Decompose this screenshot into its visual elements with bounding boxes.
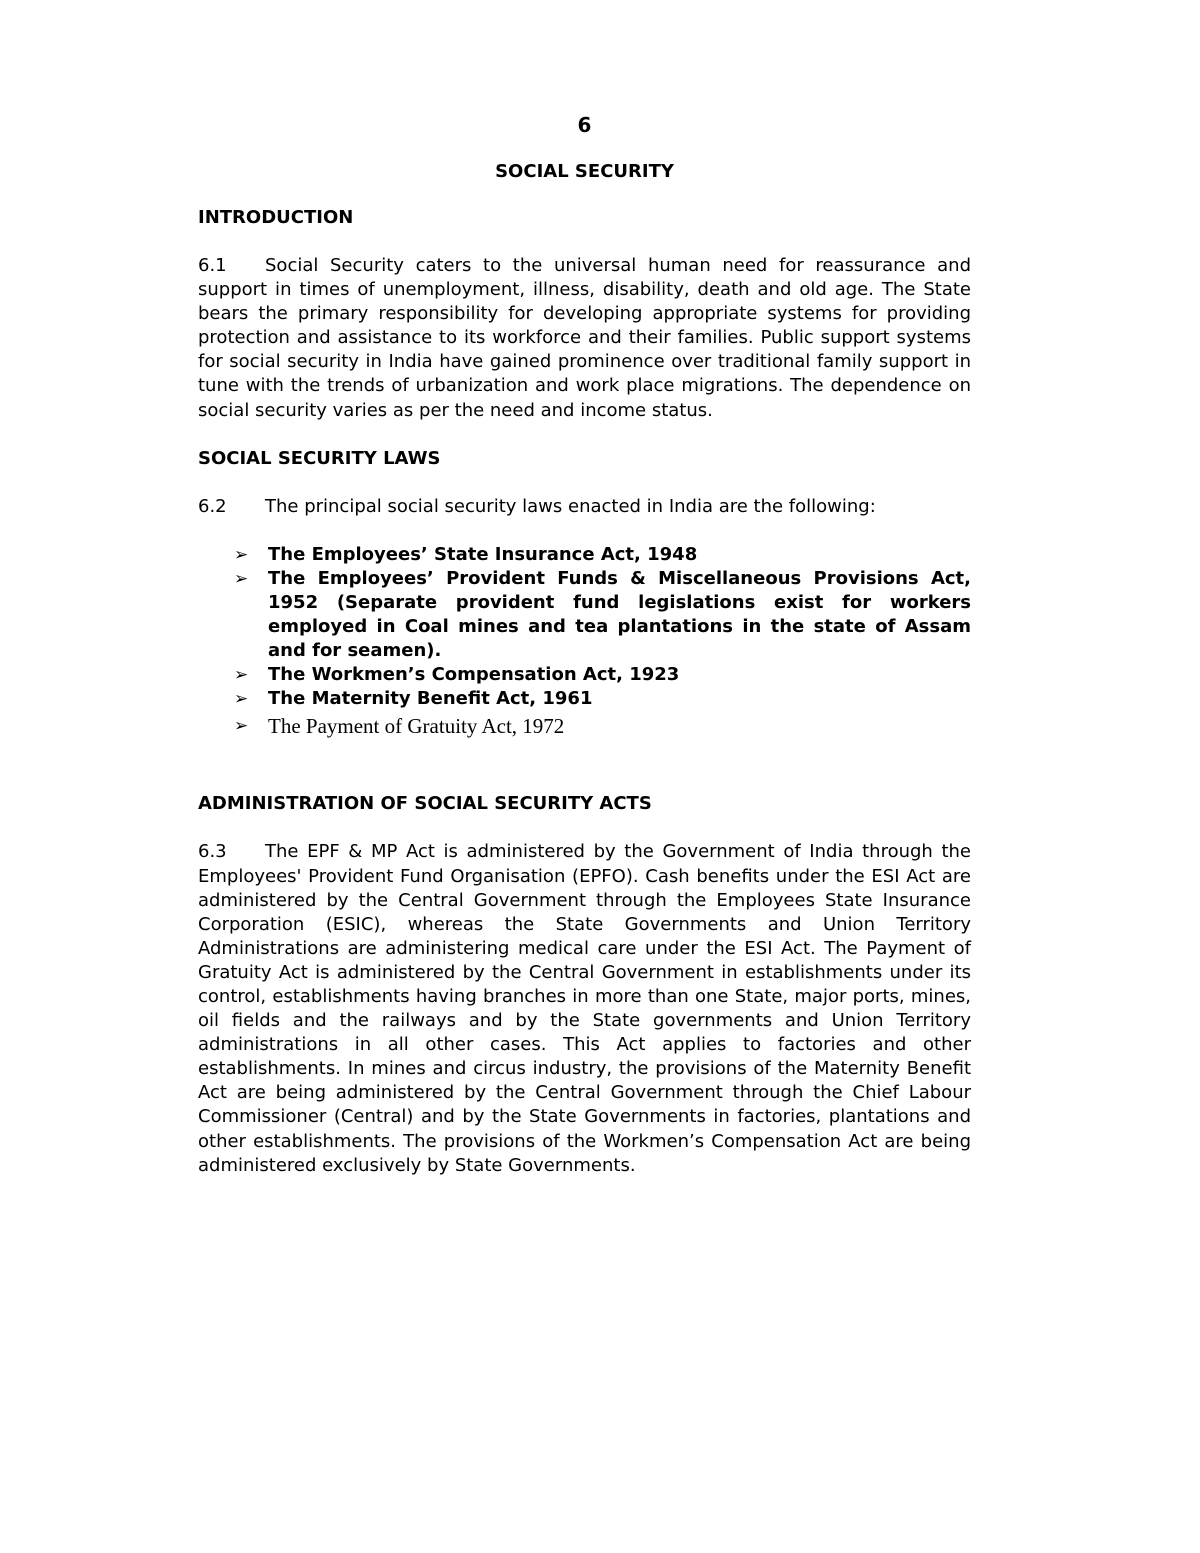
- arrow-bullet-icon: ➢: [234, 568, 249, 589]
- laws-heading: SOCIAL SECURITY LAWS: [198, 447, 441, 469]
- paragraph-number: 6.3: [198, 841, 227, 863]
- list-item: ➢ The Employees’ Provident Funds & Miscellaneous Provisions Act, 1952 (Separate provident fund legislations exist for workers employed in Coal mines and tea plantations in the state of Assam and for seamen).: [234, 567, 971, 662]
- chapter-title: SOCIAL SECURITY: [495, 161, 674, 182]
- paragraph-text: The EPF & MP Act is administered by the Government of India through the Employees' Provident Fund Organisation (EPFO). Cash benefits under the ESI Act are administered by the Central Government through the Employees State Insurance Corporation (ESIC), whereas the State Governments and Union Territory Administrations are administering medical care under the ESI Act. The Payment of Gratuity Act is administered by the Central Government in establishments under its control, establishments having branches in more than one State, major ports, mines, oil fields and the railways and by the State governments and Union Territory administrations in all other cases. This Act applies to factories and other establishments. In mines and circus industry, the provisions of the Maternity Benefit Act are being administered by the Central Government through the Chief Labour Commissioner (Central) and by the State Governments in factories, plantations and other establishments. The provisions of the Workmen’s Compensation Act are being administered exclusively by State Governments.: [198, 841, 971, 1176]
- list-item: ➢ The Employees’ State Insurance Act, 1948: [234, 543, 971, 567]
- list-item: ➢ The Maternity Benefit Act, 1961: [234, 687, 971, 711]
- list-item: ➢ The Workmen’s Compensation Act, 1923: [234, 663, 971, 687]
- paragraph-text: The principal social security laws enacted in India are the following:: [265, 495, 876, 517]
- paragraph-number: 6.2: [198, 495, 227, 517]
- paragraph-6-3: [198, 840, 971, 1177]
- arrow-bullet-icon: ➢: [234, 665, 249, 686]
- document-page: [198, 110, 971, 1202]
- introduction-heading: INTRODUCTION: [198, 207, 354, 228]
- paragraph-text: Social Security caters to the universal human need for reassurance and support in times of unemployment, illness, disability, death and old age. The State bears the primary responsibility for developing appropriate systems for providing protection and assistance to its workforce and their families. Public support systems for social security in India have gained prominence over traditional family support in tune with the trends of urbanization and work place migrations. The dependence on social security varies as per the need and income status.: [198, 255, 971, 421]
- paragraph-number: 6.1: [198, 255, 227, 276]
- paragraph-6-1: [198, 254, 971, 423]
- arrow-bullet-icon: ➢: [234, 716, 249, 737]
- arrow-bullet-icon: ➢: [234, 544, 249, 565]
- paragraph-6-2: [198, 495, 971, 519]
- laws-list: [198, 543, 971, 741]
- list-item: ➢ The Payment of Gratuity Act, 1972: [234, 714, 565, 739]
- chapter-number: 6: [577, 113, 592, 137]
- administration-heading: ADMINISTRATION OF SOCIAL SECURITY ACTS: [198, 793, 652, 815]
- arrow-bullet-icon: ➢: [234, 689, 249, 710]
